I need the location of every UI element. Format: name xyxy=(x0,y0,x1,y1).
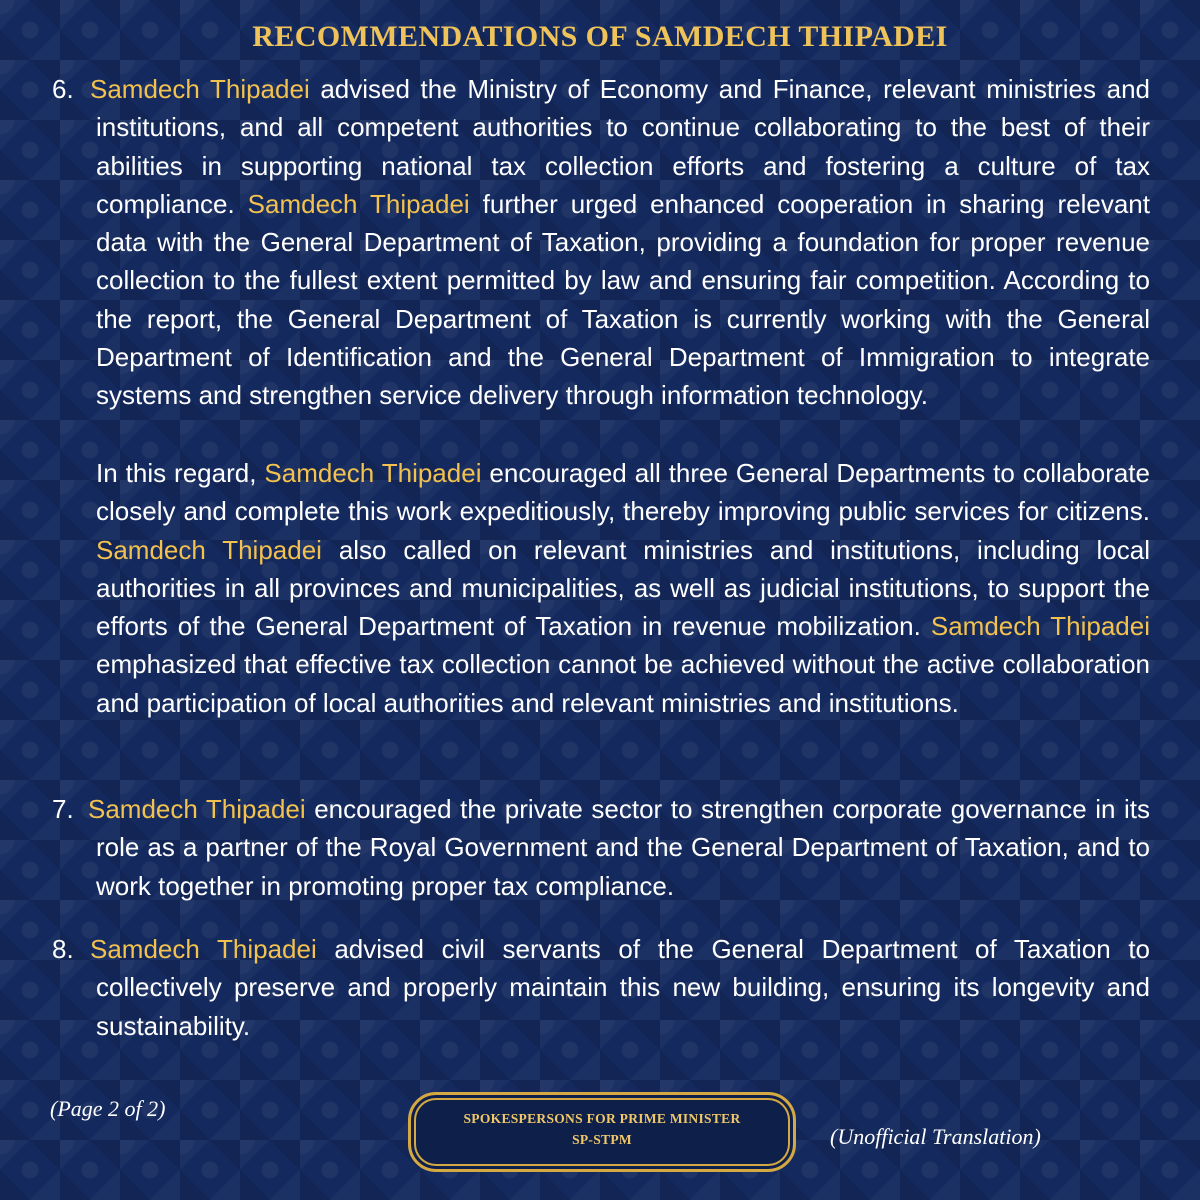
badge-line-1: SPOKESPERSONS FOR PRIME MINISTER xyxy=(463,1111,741,1126)
highlighted-name: Samdech Thipadei xyxy=(264,458,482,488)
highlighted-name: Samdech Thipadei xyxy=(90,934,317,964)
highlighted-name: Samdech Thipadei xyxy=(930,611,1150,642)
item-paragraph xyxy=(96,454,1150,722)
item-paragraph xyxy=(90,70,1150,415)
highlighted-name: Samdech Thipadei xyxy=(247,188,470,219)
paragraph-text: advised the Ministry of Economy and Finance, relevant ministries and institutions, and all competent authorities to continue collaborating to the best of their abilities in supporting national tax collection efforts and fostering a culture of tax compliance. xyxy=(96,74,1150,219)
paragraph-text: encouraged all three General Departments to collaborate closely and complete this work expeditiously, thereby improving public services for citizens. xyxy=(96,458,1150,527)
translation-note: (Unofficial Translation) xyxy=(830,1124,1041,1149)
highlighted-name: Samdech Thipadei xyxy=(88,794,306,824)
highlighted-name: Samdech Thipadei xyxy=(90,74,310,104)
paragraph-text: encouraged the private sector to strengthen corporate governance in its role as a partner of the Royal Government and the General Department of Taxation, and to work together in promoting proper tax compliance. xyxy=(96,794,1150,901)
paragraph-text: also called on relevant ministries and institutions, including local authorities in all provinces and municipalities, as well as judicial institutions, to support the efforts of the General Department of Taxation in revenue mobilization. xyxy=(96,534,1151,642)
item-paragraph xyxy=(88,790,1150,905)
item-number: 6. xyxy=(52,74,74,104)
spokesperson-badge xyxy=(408,1092,796,1172)
item-number: 8. xyxy=(52,934,74,964)
paragraph-text: further urged enhanced cooperation in sharing relevant data with the General Department of Taxation, providing a foundation for proper revenue collection to the fullest extent permitted by law and ensuring fair competition. According to the report, the General Department of Taxation is currently working with the General Department of Identification and the General Department of Immigration to integrate systems and strengthen service delivery through information technology. xyxy=(96,188,1150,411)
badge-line-2: SP-STPM xyxy=(572,1132,632,1147)
paragraph-text: emphasized that effective tax collection cannot be achieved without the active collaboration and participation of local authorities and relevant ministries and institutions. xyxy=(96,649,1150,718)
paragraph-text: advised civil servants of the General Department of Taxation to collectively preserve and properly maintain this new building, ensuring its longevity and sustainability. xyxy=(96,934,1151,1041)
paragraph-text: In this regard, xyxy=(96,458,265,488)
page-number: (Page 2 of 2) xyxy=(50,1096,166,1121)
item-paragraph xyxy=(90,930,1151,1045)
item-number: 7. xyxy=(52,794,74,824)
highlighted-name: Samdech Thipadei xyxy=(96,534,322,565)
page-title: RECOMMENDATIONS OF SAMDECH THIPADEI xyxy=(252,20,948,53)
